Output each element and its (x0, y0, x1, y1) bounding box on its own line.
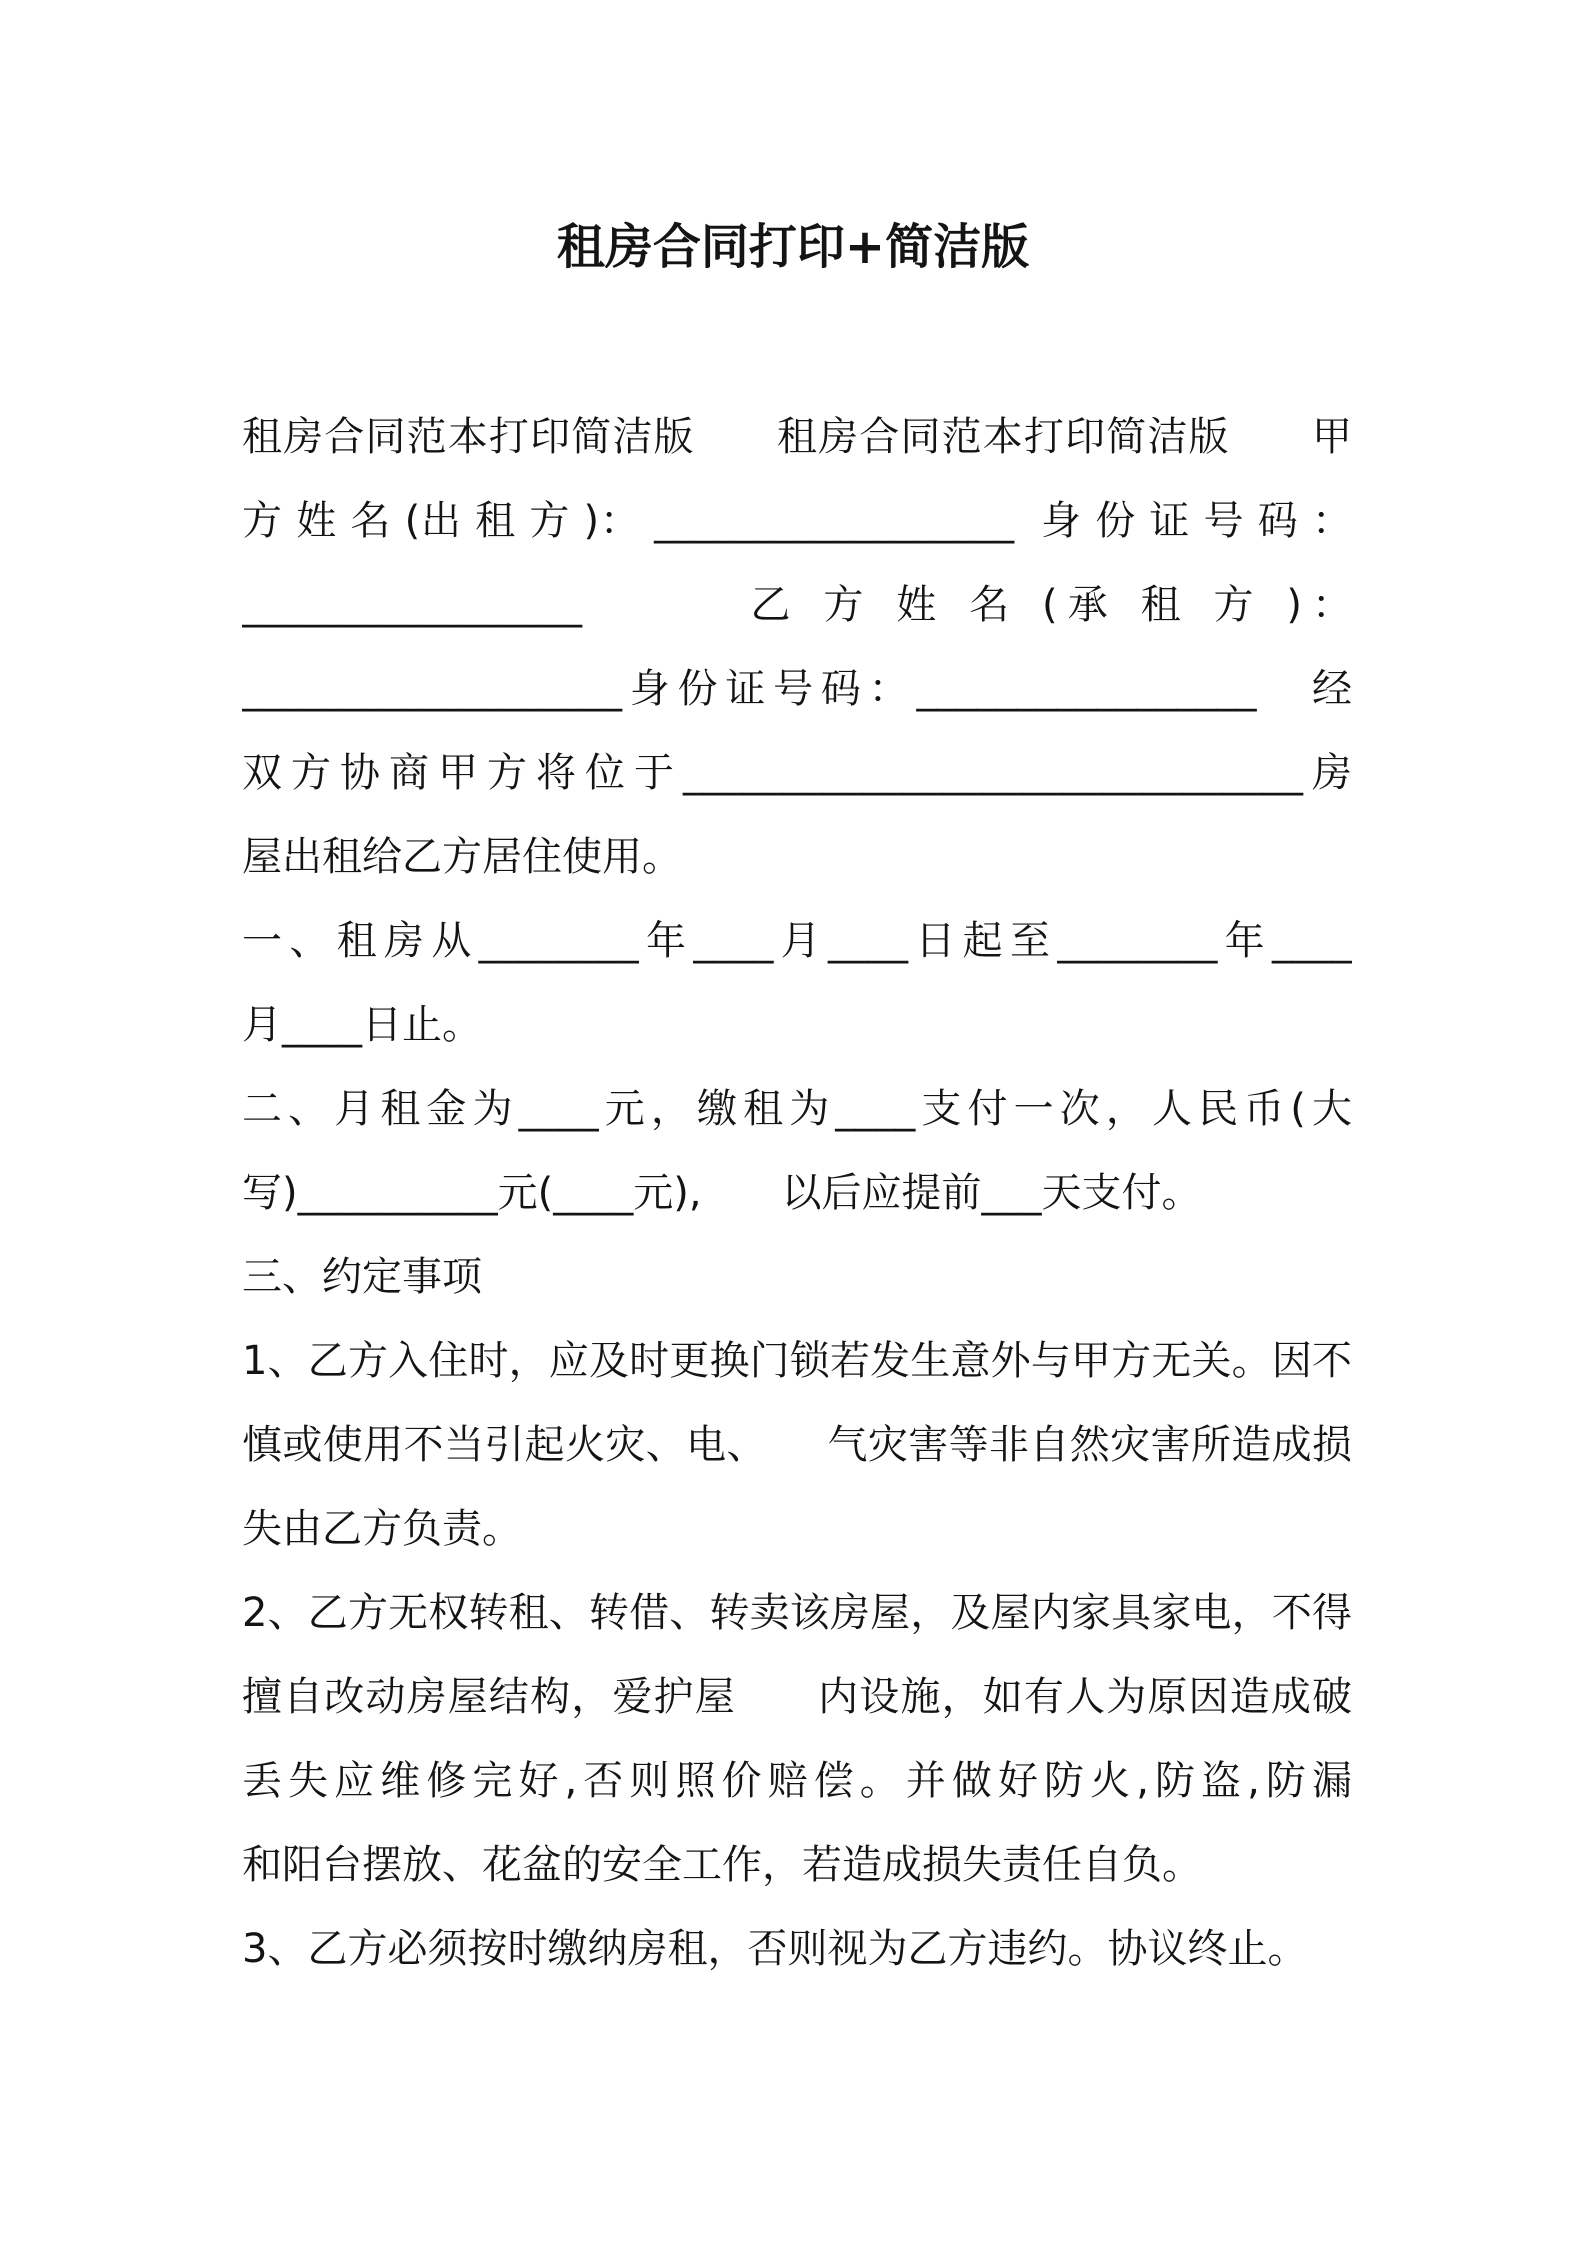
body-line: 写)__________元(____元), 以后应提前___天支付。 (242, 1170, 1202, 1216)
body-line: 月____日止。 (242, 1002, 482, 1048)
body-line: ___________________身份证号码：_________________ 经 (242, 666, 1352, 712)
body-line: 2、乙方无权转租、转借、转卖该房屋，及屋内家具家电，不得 (242, 1590, 1352, 1636)
body-line: 丢失应维修完好,否则照价赔偿。并做好防火,防盗,防漏 (242, 1758, 1352, 1804)
body-line: 屋出租给乙方居住使用。 (242, 834, 682, 880)
section-heading: 三、约定事项 (242, 1254, 482, 1300)
body-line: 3、乙方必须按时缴纳房租，否则视为乙方违约。协议终止。 (242, 1926, 1308, 1972)
body-line: 方 姓 名 (出 租 方 )： __________________ 身 份 证 号 码 ： (242, 498, 1352, 544)
body-line: 1、乙方入住时，应及时更换门锁若发生意外与甲方无关。因不 (242, 1338, 1352, 1384)
body-line: 失由乙方负责。 (242, 1506, 522, 1552)
body-line: 双方协商甲方将位于_______________________________房 (242, 750, 1352, 796)
body-line: 二、月租金为____元，缴租为____支付一次，人民币(大 (242, 1086, 1352, 1132)
body-line: 慎或使用不当引起火灾、电、 气灾害等非自然灾害所造成损 (242, 1422, 1352, 1468)
body-line: _________________ 乙 方 姓 名 (承 租 方 )： (242, 582, 1352, 628)
body-line: 擅自改动房屋结构，爱护屋 内设施，如有人为原因造成破 (242, 1674, 1352, 1720)
document-title: 租房合同打印+简洁版 (556, 219, 1030, 275)
body-line: 租房合同范本打印简洁版 租房合同范本打印简洁版 甲 (242, 414, 1352, 460)
body-line: 和阳台摆放、花盆的安全工作，若造成损失责任自负。 (242, 1842, 1202, 1888)
body-line: 一、租房从________年____月____日起至________年____ (242, 918, 1352, 964)
